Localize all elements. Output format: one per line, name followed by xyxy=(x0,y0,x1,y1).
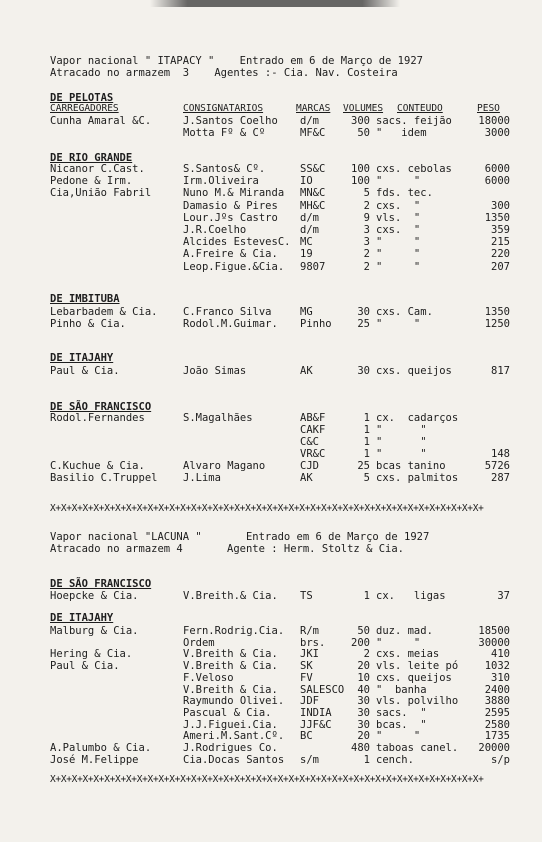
cell-consignee: V.Breith & Cia. xyxy=(183,648,278,661)
cell-shipper: Lebarbadem & Cia. xyxy=(50,306,158,318)
cell-consignee: Alcides EstevesC. xyxy=(183,236,291,249)
cell-vol: 10 xyxy=(357,671,370,684)
cell-content: bcas. " xyxy=(376,718,427,731)
cell-mark: d/m xyxy=(300,224,319,236)
cell-shipper: Paul & Cia. xyxy=(50,660,120,673)
cell-vol: 25 xyxy=(357,318,370,330)
cell-mark: SALESCO xyxy=(300,683,345,696)
cell-vol: 2 xyxy=(363,648,370,661)
cell-consignee: J.Santos Coelho xyxy=(183,115,278,127)
column-header-consignee: CONSIGNATARIOS xyxy=(183,103,264,114)
city-heading: DE PELOTAS xyxy=(50,92,114,104)
cell-consignee: Fern.Rodrig.Cia. xyxy=(183,625,285,637)
cell-consignee: J.R.Coelho xyxy=(183,224,247,236)
cell-consignee: S.Santos& Cº. xyxy=(183,163,266,175)
cell-vol: 3 xyxy=(363,236,370,249)
dock-line: Atracado no armazem 4 Agente : Herm. Stoltz & Cia. xyxy=(50,543,405,555)
column-header-shipper: CARREGADORES xyxy=(50,103,119,114)
cell-consignee: J.J.Figuei.Cia. xyxy=(183,718,278,731)
cell-mark: brs. xyxy=(300,636,326,649)
cell-weight: 817 xyxy=(491,365,510,377)
cell-consignee: Raymundo Olivei. xyxy=(183,695,285,708)
cell-vol: 2 xyxy=(363,248,370,261)
cell-weight: 1032 xyxy=(484,660,510,673)
cell-weight: 2580 xyxy=(484,718,510,731)
cell-weight: 1350 xyxy=(484,306,510,318)
cell-weight: 148 xyxy=(491,448,510,460)
cell-vol: 1 xyxy=(363,412,370,424)
cell-shipper: Malburg & Cia. xyxy=(50,625,139,637)
cell-mark: SS&C xyxy=(300,163,326,175)
column-header-weight: PESO xyxy=(477,103,500,114)
cell-consignee: Nuno M.& Miranda xyxy=(183,187,285,200)
separator-line: X+X+X+X+X+X+X+X+X+X+X+X+X+X+X+X+X+X+X+X+X+X+X+X+X+X+X+X+X+X+X+X+X+X+X+X+X+X+X+X+ xyxy=(50,503,484,514)
cell-weight: 220 xyxy=(491,248,510,261)
cell-vol: 50 xyxy=(357,127,370,139)
cell-vol: 3 xyxy=(363,224,370,236)
cell-vol: 25 xyxy=(357,460,370,472)
cell-mark: TS xyxy=(300,590,313,602)
cell-weight: 18500 xyxy=(478,625,510,637)
dock-line: Atracado no armazem 3 Agentes :- Cia. Nav. Costeira xyxy=(50,67,398,79)
cell-vol: 30 xyxy=(357,306,370,318)
cell-weight: 3880 xyxy=(484,695,510,708)
cell-mark: MC xyxy=(300,236,313,249)
cell-mark: d/m xyxy=(300,211,319,224)
cell-content: taboas canel. xyxy=(376,742,459,754)
cell-consignee: Pascual & Cia. xyxy=(183,706,272,719)
cell-mark: JJF&C xyxy=(300,718,332,731)
cell-shipper: Paul & Cia. xyxy=(50,365,120,377)
cell-weight: 300 xyxy=(491,199,510,212)
cell-consignee: Ordem xyxy=(183,636,215,649)
cell-vol: 1 xyxy=(363,436,370,448)
cell-mark: 9807 xyxy=(300,260,326,273)
cell-content: sacs. " xyxy=(376,706,427,719)
cell-vol: 50 xyxy=(357,625,370,637)
cell-consignee: Irm.Oliveira xyxy=(183,175,259,188)
cell-mark: VR&C xyxy=(300,448,326,460)
cell-consignee: Lour.Jºs Castro xyxy=(183,211,278,224)
cell-mark: SK xyxy=(300,660,313,673)
cell-vol: 480 xyxy=(351,742,370,754)
cell-vol: 2 xyxy=(363,199,370,212)
cell-vol: 300 xyxy=(351,115,370,127)
vessel-line: Vapor nacional "LACUNA " Entrado em 6 de Março de 1927 xyxy=(50,531,430,543)
cell-shipper: Pedone & Irm. xyxy=(50,175,133,188)
cell-vol: 30 xyxy=(357,695,370,708)
cell-mark: MH&C xyxy=(300,199,326,212)
cell-content: vls. polvilho xyxy=(376,695,459,708)
cell-mark: MG xyxy=(300,306,313,318)
cell-content: " " xyxy=(376,424,427,436)
cell-content: bcas tanino xyxy=(376,460,446,472)
cell-mark: AB&F xyxy=(300,412,326,424)
cell-content: cxs. queijos xyxy=(376,671,452,684)
column-header-contents: CONTEUDO xyxy=(397,103,443,114)
cell-content: " " xyxy=(376,436,427,448)
cell-shipper: C.Kuchue & Cia. xyxy=(50,460,145,472)
cell-mark: Pinho xyxy=(300,318,332,330)
cell-mark: FV xyxy=(300,671,313,684)
cell-weight: 359 xyxy=(491,224,510,236)
cell-content: cx. ligas xyxy=(376,590,446,602)
cell-weight: 37 xyxy=(497,590,510,602)
cell-content: vls. leite pó xyxy=(376,660,459,673)
cell-shipper: Pinho & Cia. xyxy=(50,318,126,330)
column-header-volumes: VOLUMES xyxy=(343,103,384,114)
cell-vol: 1 xyxy=(363,448,370,460)
cell-consignee: A.Freire & Cia. xyxy=(183,248,278,261)
cell-consignee: V.Breith & Cia. xyxy=(183,660,278,673)
cell-shipper: Rodol.Fernandes xyxy=(50,412,145,424)
cell-content: cxs. " xyxy=(376,199,421,212)
cell-weight: 30000 xyxy=(478,636,510,649)
cell-consignee: Leop.Figue.&Cia. xyxy=(183,260,285,273)
city-heading: DE ITAJAHY xyxy=(50,352,114,364)
cell-vol: 100 xyxy=(351,175,370,188)
cell-mark: MF&C xyxy=(300,127,326,139)
cell-weight: 410 xyxy=(491,648,510,661)
city-heading: DE RIO GRANDE xyxy=(50,152,133,164)
cell-vol: 5 xyxy=(363,187,370,200)
cell-content: cx. cadarços xyxy=(376,412,459,424)
cell-mark: d/m xyxy=(300,115,319,127)
cell-content: cxs. cebolas xyxy=(376,163,452,175)
cell-mark: C&C xyxy=(300,436,319,448)
cell-vol: 30 xyxy=(357,718,370,731)
cell-consignee: V.Breith & Cia. xyxy=(183,683,278,696)
cell-vol: 2 xyxy=(363,260,370,273)
cell-shipper: Nicanor C.Cast. xyxy=(50,163,145,175)
cell-weight: 20000 xyxy=(478,742,510,754)
cell-content: " " xyxy=(376,636,421,649)
cell-vol: 9 xyxy=(363,211,370,224)
city-heading: DE SÃO FRANCISCO xyxy=(50,401,152,413)
cell-vol: 20 xyxy=(357,660,370,673)
cell-content: cxs. meias xyxy=(376,648,440,661)
cell-consignee: Cia.Docas Santos xyxy=(183,753,285,766)
cell-weight: 310 xyxy=(491,671,510,684)
city-heading: DE IMBITUBA xyxy=(50,293,120,305)
separator-line: X+X+X+X+X+X+X+X+X+X+X+X+X+X+X+X+X+X+X+X+X+X+X+X+X+X+X+X+X+X+X+X+X+X+X+X+X+X+X+X+ xyxy=(50,774,484,785)
cell-vol: 1 xyxy=(363,590,370,602)
cell-shipper: Basilio C.Truppel xyxy=(50,472,158,484)
cell-weight: 6000 xyxy=(484,175,510,188)
cell-consignee: F.Veloso xyxy=(183,671,234,684)
cell-content: " " xyxy=(376,248,421,261)
cell-weight: 2400 xyxy=(484,683,510,696)
cell-vol: 1 xyxy=(363,424,370,436)
cell-shipper: Hoepcke & Cia. xyxy=(50,590,139,602)
cell-content: " " xyxy=(376,730,421,743)
cell-weight: 207 xyxy=(491,260,510,273)
cell-vol: 100 xyxy=(351,163,370,175)
cell-consignee: C.Franco Silva xyxy=(183,306,272,318)
cell-weight: 287 xyxy=(491,472,510,484)
cell-content: " " xyxy=(376,175,421,188)
cell-weight: 1735 xyxy=(484,730,510,743)
page-top-smudge xyxy=(150,0,400,7)
cell-vol: 200 xyxy=(351,636,370,649)
cell-shipper: Cia,União Fabril xyxy=(50,187,152,200)
cell-consignee: V.Breith.& Cia. xyxy=(183,590,278,602)
cell-weight: 2595 xyxy=(484,706,510,719)
cell-vol: 30 xyxy=(357,706,370,719)
cell-content: sacs. feijão xyxy=(376,115,452,127)
cell-vol: 1 xyxy=(363,753,370,766)
cell-content: cxs. Cam. xyxy=(376,306,433,318)
cell-shipper: Cunha Amaral &C. xyxy=(50,115,152,127)
cell-mark: AK xyxy=(300,365,313,377)
cell-weight: 1350 xyxy=(484,211,510,224)
cell-content: vls. " xyxy=(376,211,421,224)
cell-consignee: João Simas xyxy=(183,365,247,377)
cell-mark: CAKF xyxy=(300,424,326,436)
cell-weight: 18000 xyxy=(478,115,510,127)
cell-mark: R/m xyxy=(300,625,319,637)
cell-mark: 19 xyxy=(300,248,313,261)
cell-consignee: Alvaro Magano xyxy=(183,460,266,472)
cell-shipper: Hering & Cia. xyxy=(50,648,133,661)
cell-mark: CJD xyxy=(300,460,319,472)
cell-weight: s/p xyxy=(491,753,510,766)
cell-mark: INDIA xyxy=(300,706,332,719)
cell-content: " banha xyxy=(376,683,427,696)
cell-weight: 1250 xyxy=(484,318,510,330)
cell-vol: 30 xyxy=(357,365,370,377)
cell-content: fds. tec. xyxy=(376,187,433,200)
cell-consignee: Ameri.M.Sant.Cº. xyxy=(183,730,285,743)
cell-content: cench. xyxy=(376,753,414,766)
cell-consignee: Rodol.M.Guimar. xyxy=(183,318,278,330)
city-heading: DE SÃO FRANCISCO xyxy=(50,578,152,590)
cell-mark: JKI xyxy=(300,648,319,661)
cell-weight: 5726 xyxy=(484,460,510,472)
cell-content: " " xyxy=(376,236,421,249)
cell-vol: 20 xyxy=(357,730,370,743)
cell-content: " idem xyxy=(376,127,427,139)
cell-content: cxs. queijos xyxy=(376,365,452,377)
cell-mark: BC xyxy=(300,730,313,743)
cell-shipper: José M.Felippe xyxy=(50,753,139,766)
cell-vol: 40 xyxy=(357,683,370,696)
cell-vol: 5 xyxy=(363,472,370,484)
cell-weight: 6000 xyxy=(484,163,510,175)
cell-content: cxs. palmitos xyxy=(376,472,459,484)
cell-consignee: J.Lima xyxy=(183,472,221,484)
cell-content: " " xyxy=(376,260,421,273)
cell-consignee: Damasio & Pires xyxy=(183,199,278,212)
cell-mark: IO xyxy=(300,175,313,188)
cell-content: cxs. " xyxy=(376,224,421,236)
column-header-marks: MARCAS xyxy=(296,103,331,114)
city-heading: DE ITAJAHY xyxy=(50,612,114,624)
cell-consignee: J.Rodrigues Co. xyxy=(183,742,278,754)
cell-mark: s/m xyxy=(300,753,319,766)
cell-consignee: S.Magalhães xyxy=(183,412,253,424)
cell-content: duz. mad. xyxy=(376,625,433,637)
cell-content: " " xyxy=(376,318,421,330)
cell-content: " " xyxy=(376,448,427,460)
vessel-line: Vapor nacional " ITAPACY " Entrado em 6 de Março de 1927 xyxy=(50,55,423,67)
cell-mark: AK xyxy=(300,472,313,484)
cell-shipper: A.Palumbo & Cia. xyxy=(50,742,152,754)
cell-mark: MN&C xyxy=(300,187,326,200)
cell-consignee: Motta Fº & Cº xyxy=(183,127,266,139)
cell-mark: JDF xyxy=(300,695,319,708)
cell-weight: 215 xyxy=(491,236,510,249)
cell-weight: 3000 xyxy=(484,127,510,139)
